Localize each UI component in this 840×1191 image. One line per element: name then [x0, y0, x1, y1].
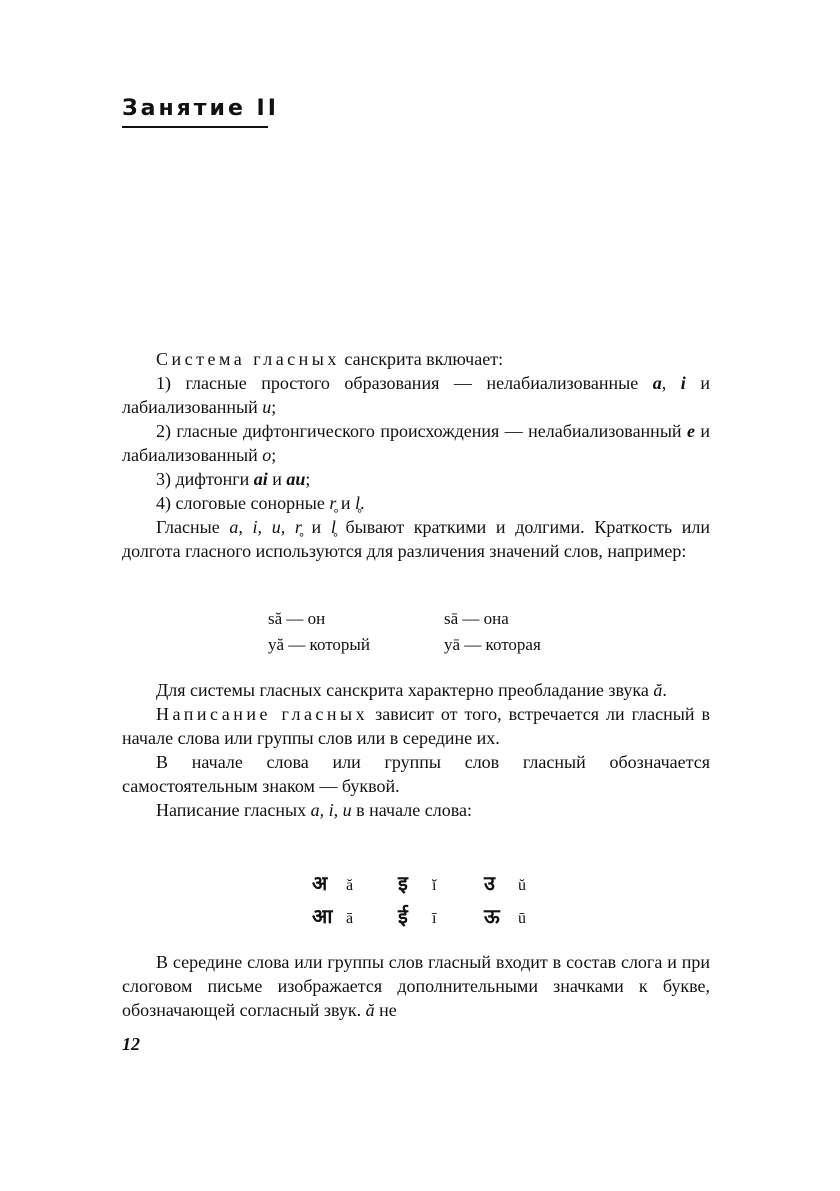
transliteration: ā	[346, 910, 354, 927]
transliteration: ū	[518, 910, 526, 927]
vowel-short-a: ă	[653, 680, 663, 700]
list-item-3	[122, 467, 710, 491]
paragraph-predominance-end: .	[662, 680, 667, 700]
vowel-list: a, i, u, r̥	[229, 517, 302, 537]
list-item-2	[122, 419, 710, 467]
list-item-1-sep: ,	[661, 373, 681, 393]
paragraph-intro	[122, 347, 710, 371]
paragraph-predominance-text: Для системы гласных санскрита характерно преобладание звука	[156, 680, 654, 700]
vowel-o: o	[262, 445, 272, 465]
devanagari-row	[312, 868, 570, 901]
devanagari-letter: ऊ	[484, 904, 500, 928]
vowel-list-2: a, i, u	[310, 800, 352, 820]
list-item-2-mid: и лабиализованный	[122, 421, 710, 465]
list-item-1-rest: и лабиализованный	[122, 373, 710, 417]
paragraph-initial	[122, 750, 710, 798]
body-text-3	[122, 950, 710, 1022]
example-cell: sā — она	[444, 609, 509, 628]
devanagari-letter: आ	[312, 904, 333, 928]
page-number: 12	[122, 1034, 140, 1054]
diphthong-au: au	[286, 469, 306, 489]
intro-spaced-text: Система гласных	[156, 349, 340, 369]
examples-table	[268, 606, 620, 658]
example-row	[268, 632, 620, 658]
paragraph-medial-text: В середине слова или группы слов гласный входит в состав слога и при слоговом письме изображается дополнительными значками к букве, обозначающей согласный звук.	[122, 952, 710, 1020]
devanagari-table	[312, 868, 570, 934]
paragraph-predominance	[122, 678, 710, 702]
transliteration: ŭ	[518, 877, 526, 894]
list-item-1-end: ;	[271, 397, 277, 417]
list-item-4-mid: и	[336, 493, 355, 513]
paragraph-length-rest: бывают краткими и долгими. Краткость или долгота гласного используются для различения значений слов, например:	[122, 517, 710, 561]
paragraph-length-text: Гласные	[156, 517, 230, 537]
devanagari-letter: अ	[312, 871, 328, 895]
body-text	[122, 347, 710, 563]
title-underline	[122, 126, 268, 128]
list-item-4-end: .	[360, 493, 365, 513]
list-item-3-mid: и	[267, 469, 287, 489]
paragraph-medial-end: не	[374, 1000, 397, 1020]
body-text-2	[122, 678, 710, 822]
paragraph-initial-vowels-rest: в начале слова:	[351, 800, 472, 820]
list-item-2-text: 2) гласные дифтонгического происхождения — нелабиализованный	[156, 421, 687, 441]
example-cell: yā — которая	[444, 635, 541, 654]
devanagari-letter: उ	[484, 871, 495, 895]
transliteration: ī	[432, 910, 437, 927]
transliteration: ă	[346, 877, 354, 894]
vowel-u: u	[262, 397, 272, 417]
example-row	[268, 606, 620, 632]
devanagari-row	[312, 901, 570, 934]
list-item-4-text: 4) слоговые сонорные	[156, 493, 330, 513]
example-cell: să — он	[268, 609, 326, 628]
devanagari-letter: ई	[398, 904, 408, 928]
list-item-1-text: 1) гласные простого образования — нелабиализованные	[156, 373, 653, 393]
list-item-3-end: ;	[305, 469, 311, 489]
paragraph-writing-rest: зависит от того, встречается ли гласный в начале слова или группы слов или в середине их.	[122, 704, 710, 748]
list-item-4	[122, 491, 710, 515]
devanagari-letter: इ	[398, 871, 408, 895]
vowel-a: a	[652, 373, 662, 393]
sonorant-r: r̥	[329, 493, 337, 513]
example-cell: yă — который	[268, 635, 370, 654]
list-item-1	[122, 371, 710, 419]
paragraph-initial-vowels	[122, 798, 710, 822]
paragraph-writing	[122, 702, 710, 750]
list-item-2-end: ;	[271, 445, 277, 465]
page-title: Занятие II	[122, 96, 279, 121]
sonorant-l-2: l̥	[330, 517, 336, 537]
vowel-i: i	[680, 373, 686, 393]
sonorant-l: l̥	[354, 493, 360, 513]
vowel-short-a-2: ă	[365, 1000, 375, 1020]
vowel-e: e	[686, 421, 695, 441]
paragraph-initial-text: В начале слова или группы слов гласный обозначается самостоятельным знаком — буквой.	[122, 752, 710, 796]
paragraph-initial-vowels-text: Написание гласных	[156, 800, 311, 820]
transliteration: ĭ	[432, 877, 437, 894]
diphthong-ai: ai	[253, 469, 268, 489]
list-item-3-text: 3) дифтонги	[156, 469, 254, 489]
paragraph-medial	[122, 950, 710, 1022]
paragraph-length	[122, 515, 710, 563]
paragraph-length-mid: и	[301, 517, 331, 537]
intro-text: санскрита включает:	[339, 349, 504, 369]
writing-spaced-text: Написание гласных	[156, 704, 369, 724]
